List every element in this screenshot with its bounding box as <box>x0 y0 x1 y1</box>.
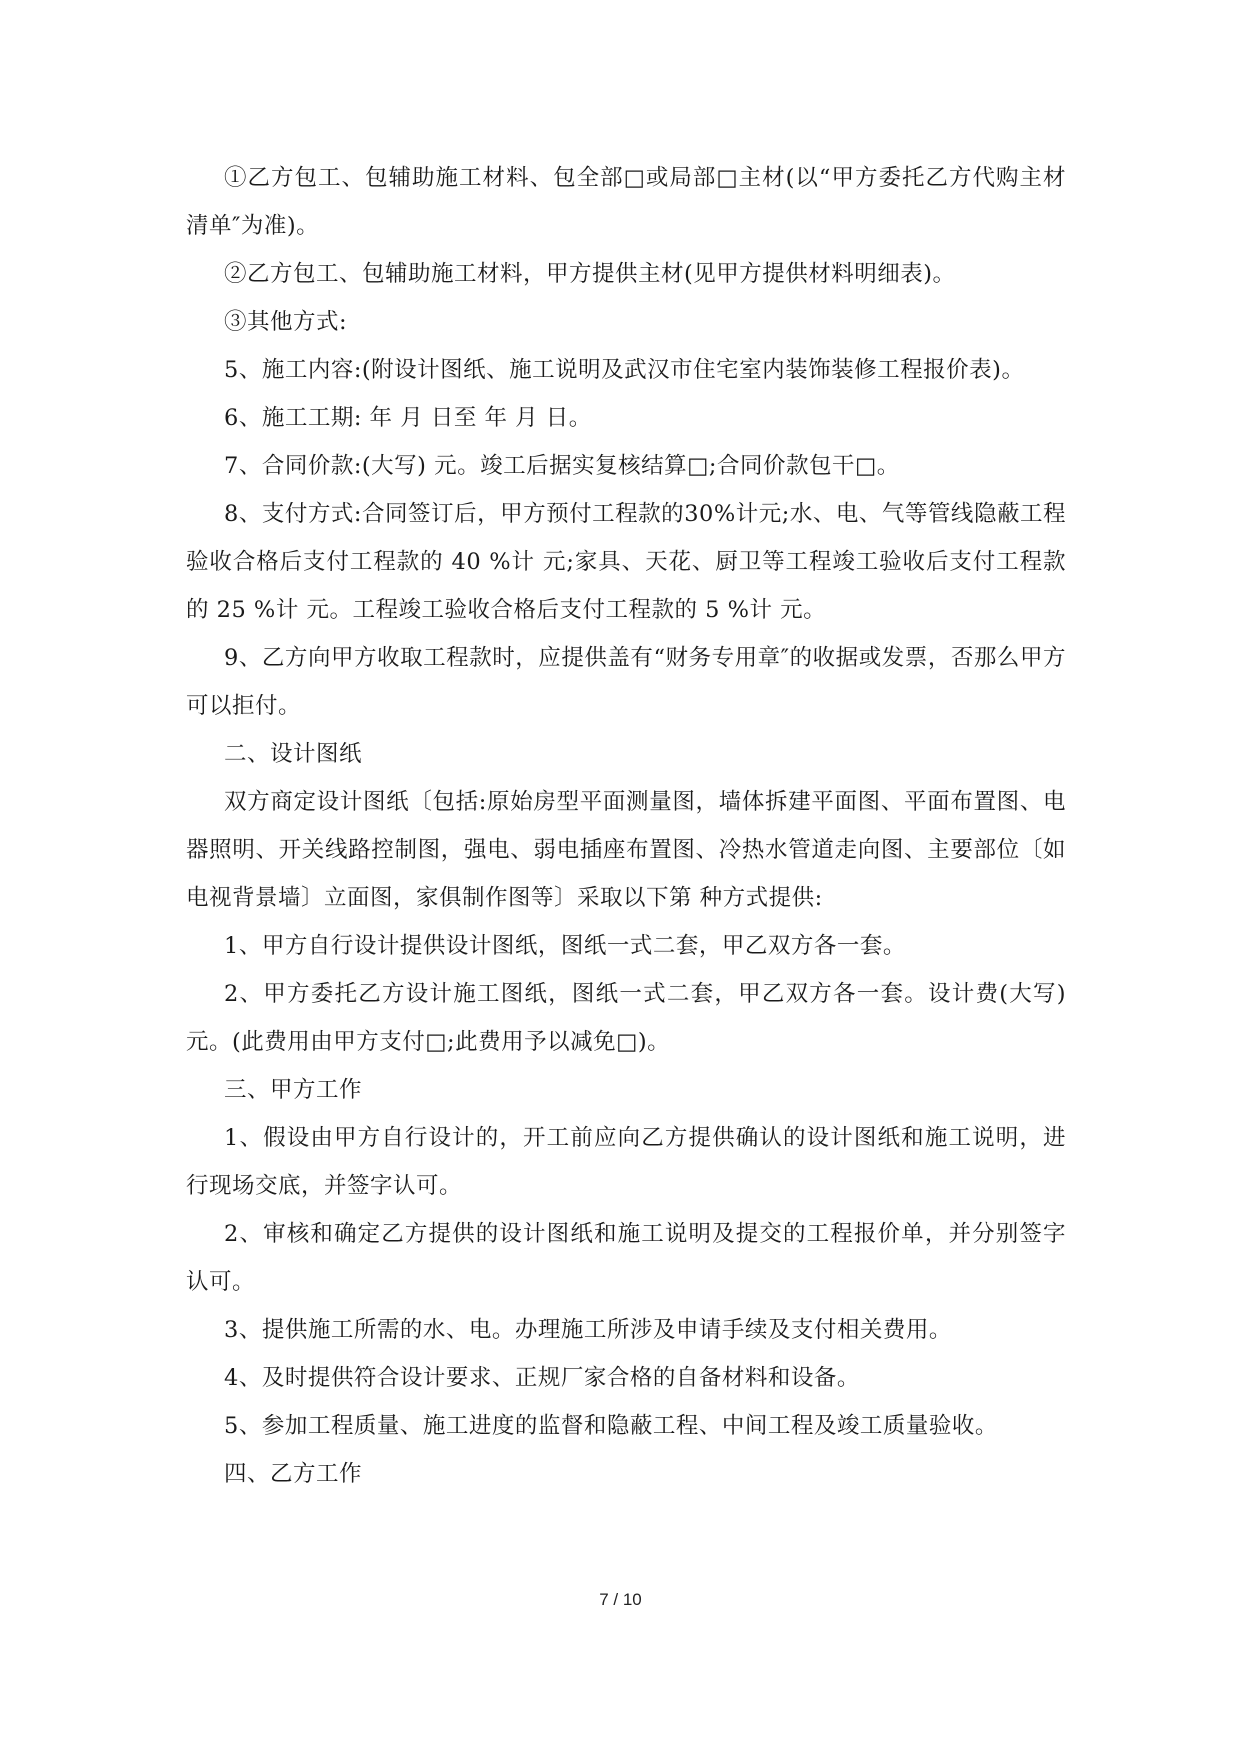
paragraph-party-a-5: 5、参加工程质量、施工进度的监督和隐蔽工程、中间工程及竣工质量验收。 <box>224 1413 998 1439</box>
paragraph-contract-mode-1: ①乙方包工、包辅助施工材料、包全部□或局部□主材(以“甲方委托乙方代购主材清单″为准)。 <box>186 165 1066 239</box>
section-heading-party-b-work: 四、乙方工作 <box>224 1461 363 1487</box>
paragraph-contract-price: 7、合同价款:(大写) 元。竣工后据实复核结算□;合同价款包干□。 <box>224 453 900 479</box>
paragraph-construction-period: 6、施工工期: 年 月 日至 年 月 日。 <box>224 405 592 431</box>
paragraph-design-drawings: 双方商定设计图纸〔包括:原始房型平面测量图，墙体拆建平面图、平面布置图、电器照明、开关线路控制图，强电、弱电插座布置图、冷热水管道走向图、主要部位〔如电视背景墙〕立面图，家俱制作图等〕采取以下第 种方式提供: <box>186 789 1066 911</box>
section-heading-design-drawings: 二、设计图纸 <box>224 741 363 767</box>
paragraph-payment-receipt: 9、乙方向甲方收取工程款时，应提供盖有“财务专用章″的收据或发票，否那么甲方可以拒付。 <box>186 645 1066 719</box>
paragraph-construction-content: 5、施工内容:(附设计图纸、施工说明及武汉市住宅室内装饰装修工程报价表)。 <box>224 357 1025 383</box>
paragraph-design-option-2: 2、甲方委托乙方设计施工图纸，图纸一式二套，甲乙双方各一套。设计费(大写) 元。(此费用由甲方支付□;此费用予以减免□)。 <box>186 981 1066 1055</box>
paragraph-payment-method: 8、支付方式:合同签订后，甲方预付工程款的30%计元;水、电、气等管线隐蔽工程验收合格后支付工程款的 40 %计 元;家具、天花、厨卫等工程竣工验收后支付工程款的 25 %计 元。工程竣工验收合格后支付工程款的 5 %计 元。 <box>186 501 1066 623</box>
paragraph-party-a-2: 2、审核和确定乙方提供的设计图纸和施工说明及提交的工程报价单，并分别签字认可。 <box>186 1221 1066 1295</box>
paragraph-party-a-3: 3、提供施工所需的水、电。办理施工所涉及申请手续及支付相关费用。 <box>224 1317 952 1343</box>
paragraph-party-a-4: 4、及时提供符合设计要求、正规厂家合格的自备材料和设备。 <box>224 1365 860 1391</box>
document-body <box>186 154 1066 1498</box>
paragraph-contract-mode-3: ③其他方式: <box>224 309 348 335</box>
paragraph-contract-mode-2: ②乙方包工、包辅助施工材料，甲方提供主材(见甲方提供材料明细表)。 <box>224 261 956 287</box>
paragraph-design-option-1: 1、甲方自行设计提供设计图纸，图纸一式二套，甲乙双方各一套。 <box>224 933 906 959</box>
paragraph-party-a-1: 1、假设由甲方自行设计的，开工前应向乙方提供确认的设计图纸和施工说明，进行现场交底，并签字认可。 <box>186 1125 1066 1199</box>
section-heading-party-a-work: 三、甲方工作 <box>224 1077 363 1103</box>
page-number: 7 / 10 <box>599 1590 642 1609</box>
